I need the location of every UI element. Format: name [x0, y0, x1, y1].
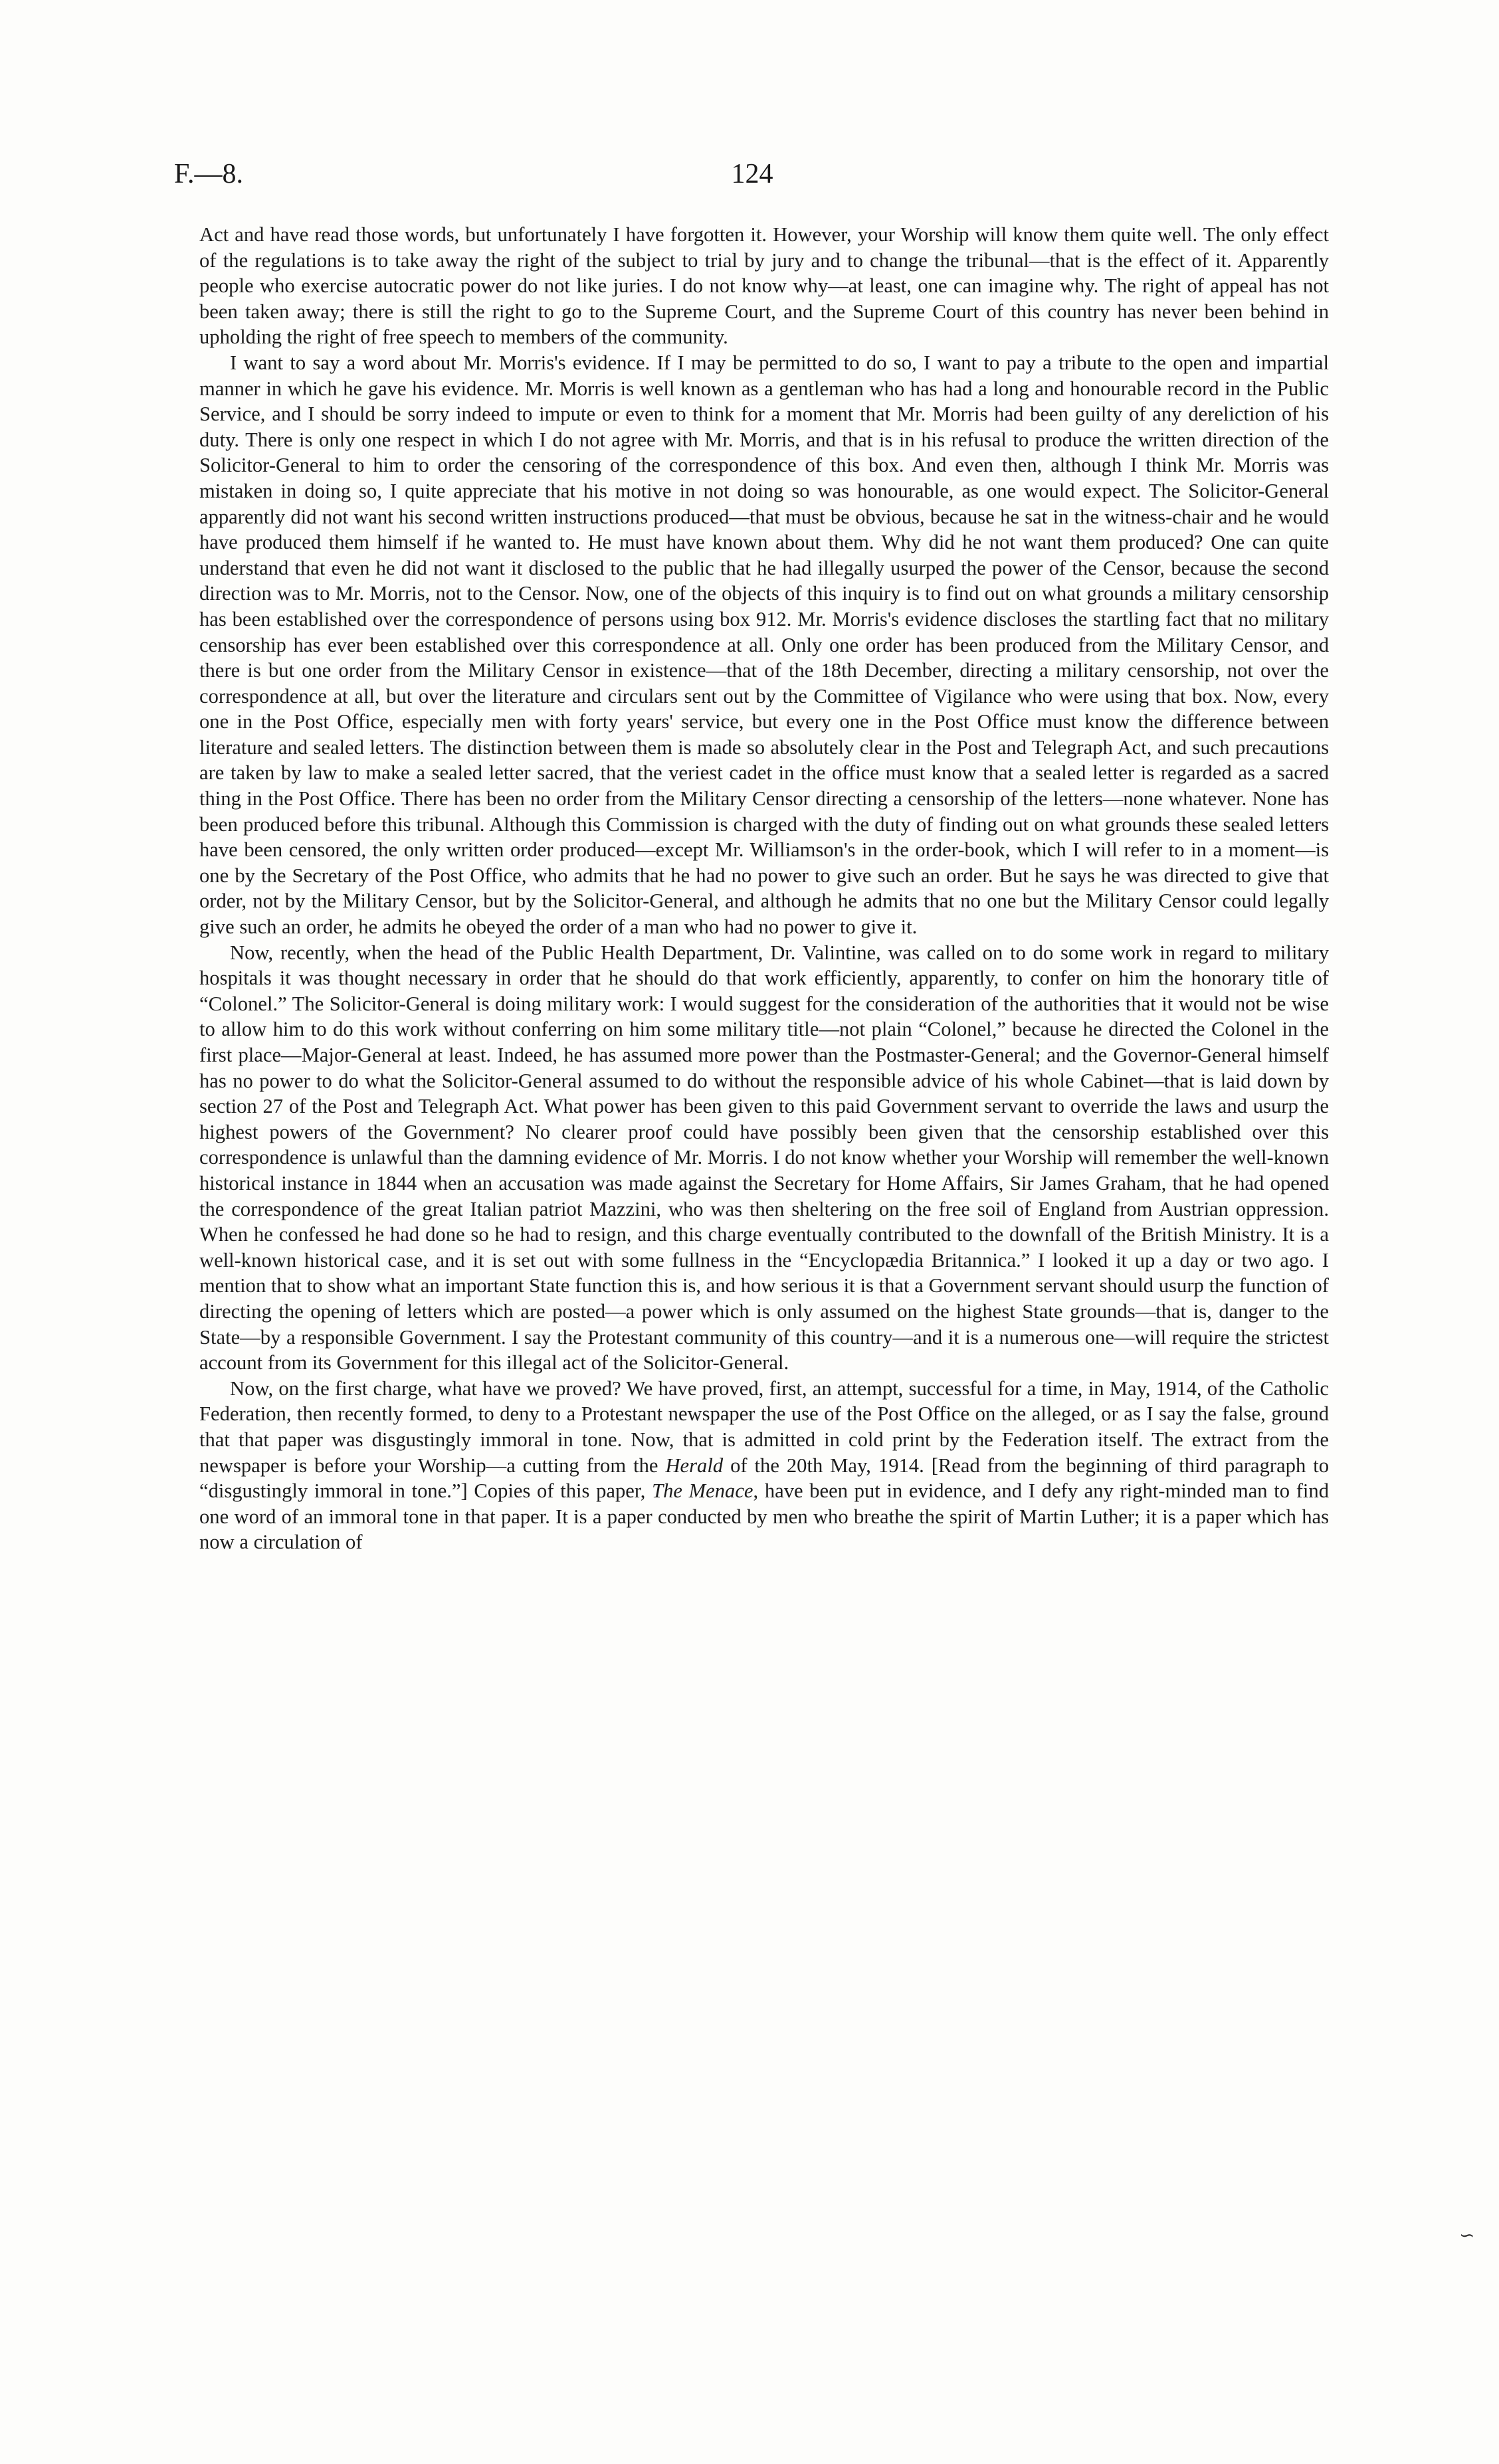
- paragraph-text: Act and have read those words, but unfortunately I have forgotten it. However, your Worship will know them quite well. The only effect of the regulations is to take away the right of the subject to trial by jury and to change the tribunal—that is the effect of it. Apparently people who exercise autocratic power do not like juries. I do not know why—at least, one can imagine why. The right of appeal has not been taken away; there is still the right to go to the Supreme Court, and the Supreme Court of this country has never been behind in upholding the right of free speech to members of the community.: [199, 223, 1329, 349]
- paragraph-text: Now, recently, when the head of the Public Health Department, Dr. Valintine, was called on to do some work in regard to military hospitals it was thought necessary in order that he should do that work efficiently, apparently, to confer on him the honorary title of “Colonel.” The Solicitor-General is doing military work: I would suggest for the consideration of the authorities that it would not be wise to allow him to do this work without conferring on him some military title—not plain “Colonel,” because he directed the Colonel in the first place—Major-General at least. Indeed, he has assumed more power than the Postmaster-General; and the Governor-General himself has no power to do what the Solicitor-General assumed to do without the responsible advice of his whole Cabinet—that is laid down by section 27 of the Post and Telegraph Act. What power has been given to this paid Government servant to override the laws and usurp the highest powers of the Government? No clearer proof could have possibly been given that the censorship established over this correspondence is unlawful than the damning evidence of Mr. Morris. I do not know whether your Worship will remember the well-known historical instance in 1844 when an accusation was made against the Secretary for Home Affairs, Sir James Graham, that he had opened the correspondence of the great Italian patriot Mazzini, who was then sheltering on the free soil of England from Austrian oppression. When he confessed he had done so he had to resign, and this charge eventually contributed to the downfall of the British Ministry. It is a well-known historical case, and it is set out with some fullness in the “Encyclopædia Britannica.” I looked it up a day or two ago. I mention that to show what an important State function this is, and how serious it is that a Government servant should usurp the function of directing the opening of letters which are posted—a power which is only assumed on the highest State grounds—that is, danger to the State—by a responsible Government. I say the Protestant community of this country—and it is a numerous one—will require the strictest account from its Government for this illegal act of the Solicitor-General.: [199, 941, 1329, 1374]
- body-text: [199, 222, 1329, 1555]
- italic-title: Herald: [665, 1454, 724, 1477]
- paragraph-text: of the 20th May, 1914. [Read from the beginning of third paragraph to “disgustingly immoral in tone.”] Copies of this paper,: [199, 1454, 1330, 1503]
- paragraph: [199, 940, 1329, 1376]
- page-header: [174, 158, 1330, 198]
- paragraph-text: , have been put in evidence, and I defy any right-minded man to find one word of an immoral tone in that paper. It is a paper conducted by men who breathe the spirit of Martin Luther; it is a paper which has now a circulation of: [199, 1479, 1330, 1554]
- margin-mark: ∽: [1459, 2224, 1475, 2246]
- italic-title: The Menace: [652, 1479, 753, 1503]
- paragraph-text: Now, on the first charge, what have we proved? We have proved, first, an attempt, successful for a time, in May, 1914, of the Catholic Federation, then recently formed, to deny to a Protestant newspaper the use of the Post Office on the alleged, or as I say the false, ground that that paper was disgustingly immoral in tone. Now, that is admitted in cold print by the Federation itself. The extract from the newspaper is before your Worship—a cutting from the: [199, 1376, 1329, 1477]
- document-code: F.—8.: [174, 159, 243, 189]
- paragraph: [199, 1376, 1329, 1555]
- paragraph-text: I want to say a word about Mr. Morris's evidence. If I may be permitted to do so, I want to pay a tribute to the open and impartial manner in which he gave his evidence. Mr. Morris is well known as a gentleman who has had a long and honourable record in the Public Service, and I should be sorry indeed to impute or even to think for a moment that Mr. Morris had been guilty of any dereliction of his duty. There is only one respect in which I do not agree with Mr. Morris, and that is in his refusal to produce the written direction of the Solicitor-General to him to order the censoring of the correspondence of this box. And even then, although I think Mr. Morris was mistaken in doing so, I quite appreciate that his motive in not doing so was honourable, as one would expect. The Solicitor-General apparently did not want his second written instructions produced—that must be obvious, because he sat in the witness-chair and he would have produced them himself if he wanted to. He must have known about them. Why did he not want them produced? One can quite understand that even he did not want it disclosed to the public that he had illegally usurped the power of the Censor, because the second direction was to Mr. Morris, not to the Censor. Now, one of the objects of this inquiry is to find out on what grounds a military censorship has been established over the correspondence of persons using box 912. Mr. Morris's evidence discloses the startling fact that no military censorship has ever been established over this correspondence at all. Only one order has been produced from the Military Censor, and there is but one order from the Military Censor in existence—that of the 18th December, directing a military censorship, not over the correspondence at all, but over the literature and circulars sent out by the Committee of Vigilance who were using that box. Now, every one in the Post Office, especially men with forty years' service, but every one in the Post Office must know the difference between literature and sealed letters. The distinction between them is made so absolutely clear in the Post and Telegraph Act, and such precautions are taken by law to make a sealed letter sacred, that the veriest cadet in the office must know that a sealed letter is regarded as a sacred thing in the Post Office. There has been no order from the Military Censor directing a censorship of the letters—none whatever. None has been produced before this tribunal. Although this Commission is charged with the duty of finding out on what grounds these sealed letters have been censored, the only written order produced—except Mr. Williamson's in the order-book, which I will refer to in a moment—is one by the Secretary of the Post Office, who admits that he had no power to give such an order. But he says he was directed to give that order, not by the Military Censor, but by the Solicitor-General, and although he admits that no one but the Military Censor could legally give such an order, he admits he obeyed the order of a man who had no power to give it.: [199, 351, 1329, 939]
- page-number: 124: [731, 159, 773, 189]
- paragraph: [199, 350, 1329, 940]
- paragraph: [199, 222, 1329, 350]
